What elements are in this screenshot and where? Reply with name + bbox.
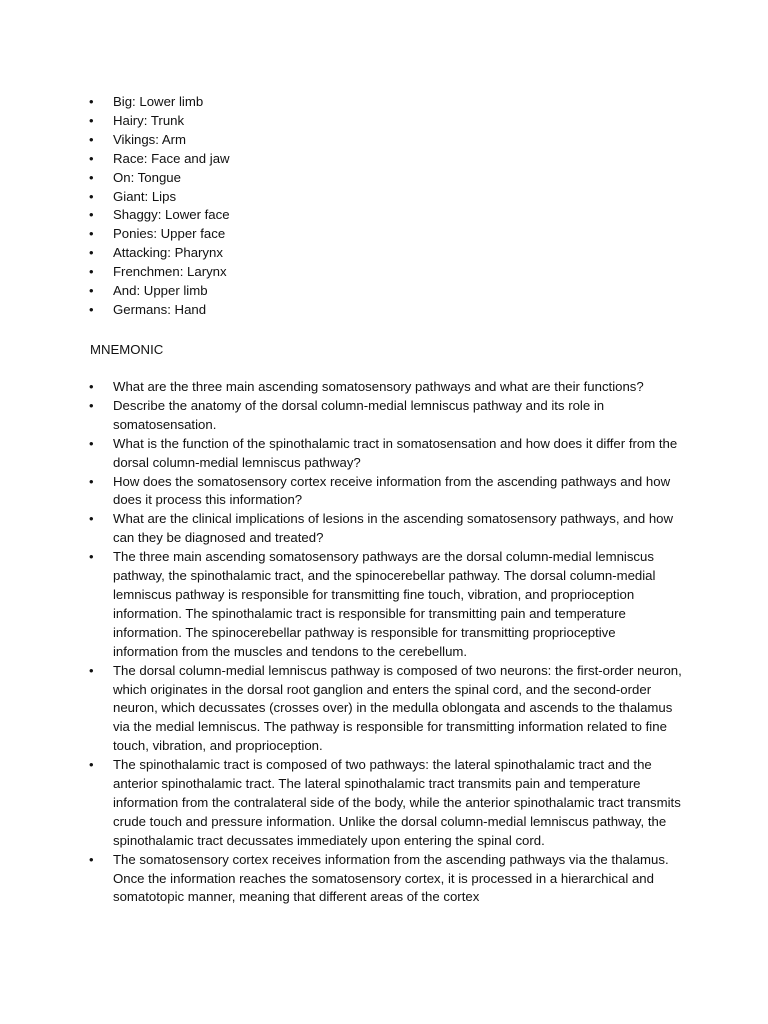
section-heading: MNEMONIC bbox=[90, 342, 164, 357]
list-item: • And: Upper limb bbox=[113, 282, 683, 301]
list-item: • Giant: Lips bbox=[113, 188, 683, 207]
questions-answers-list bbox=[113, 378, 683, 907]
list-item: • Frenchmen: Larynx bbox=[113, 263, 683, 282]
list-item: • What are the clinical implications of lesions in the ascending somatosensory pathways, and how can they be diagnosed and treated? bbox=[113, 510, 683, 548]
list-item: • Attacking: Pharynx bbox=[113, 244, 683, 263]
mnemonic-list bbox=[113, 93, 683, 320]
list-item: • Shaggy: Lower face bbox=[113, 206, 683, 225]
list-item: • How does the somatosensory cortex receive information from the ascending pathways and how does it process this information? bbox=[113, 473, 683, 511]
list-item: • The spinothalamic tract is composed of two pathways: the lateral spinothalamic tract and the anterior spinothalamic tract. The lateral spinothalamic tract transmits pain and temperature information from the contralateral side of the body, while the anterior spinothalamic tract transmits crude touch and pressure information. Unlike the dorsal column-medial lemniscus pathway, the spinothalamic tract decussates immediately upon entering the spinal cord. bbox=[113, 756, 683, 851]
list-item: • What is the function of the spinothalamic tract in somatosensation and how does it differ from the dorsal column-medial lemniscus pathway? bbox=[113, 435, 683, 473]
list-item: • Race: Face and jaw bbox=[113, 150, 683, 169]
list-item: • Big: Lower limb bbox=[113, 93, 683, 112]
list-item: • Hairy: Trunk bbox=[113, 112, 683, 131]
list-item: • On: Tongue bbox=[113, 169, 683, 188]
list-item: • Germans: Hand bbox=[113, 301, 683, 320]
list-item: • Describe the anatomy of the dorsal column-medial lemniscus pathway and its role in somatosensation. bbox=[113, 397, 683, 435]
list-item: • Ponies: Upper face bbox=[113, 225, 683, 244]
list-item: • Vikings: Arm bbox=[113, 131, 683, 150]
list-item: • The somatosensory cortex receives information from the ascending pathways via the thalamus. Once the information reaches the somatosensory cortex, it is processed in a hierarchical and somatotopic manner, meaning that different areas of the cortex bbox=[113, 851, 683, 908]
list-item: • The three main ascending somatosensory pathways are the dorsal column-medial lemniscus pathway, the spinothalamic tract, and the spinocerebellar pathway. The dorsal column-medial lemniscus pathway is responsible for transmitting fine touch, vibration, and proprioception information. The spinothalamic tract is responsible for transmitting pain and temperature information. The spinocerebellar pathway is responsible for transmitting proprioceptive information from the muscles and tendons to the cerebellum. bbox=[113, 548, 683, 661]
list-item: • What are the three main ascending somatosensory pathways and what are their functions? bbox=[113, 378, 683, 397]
list-item: • The dorsal column-medial lemniscus pathway is composed of two neurons: the first-order neuron, which originates in the dorsal root ganglion and enters the spinal cord, and the second-order neuron, which decussates (crosses over) in the medulla oblongata and ascends to the thalamus via the medial lemniscus. The pathway is responsible for transmitting information related to fine touch, vibration, and proprioception. bbox=[113, 662, 683, 757]
